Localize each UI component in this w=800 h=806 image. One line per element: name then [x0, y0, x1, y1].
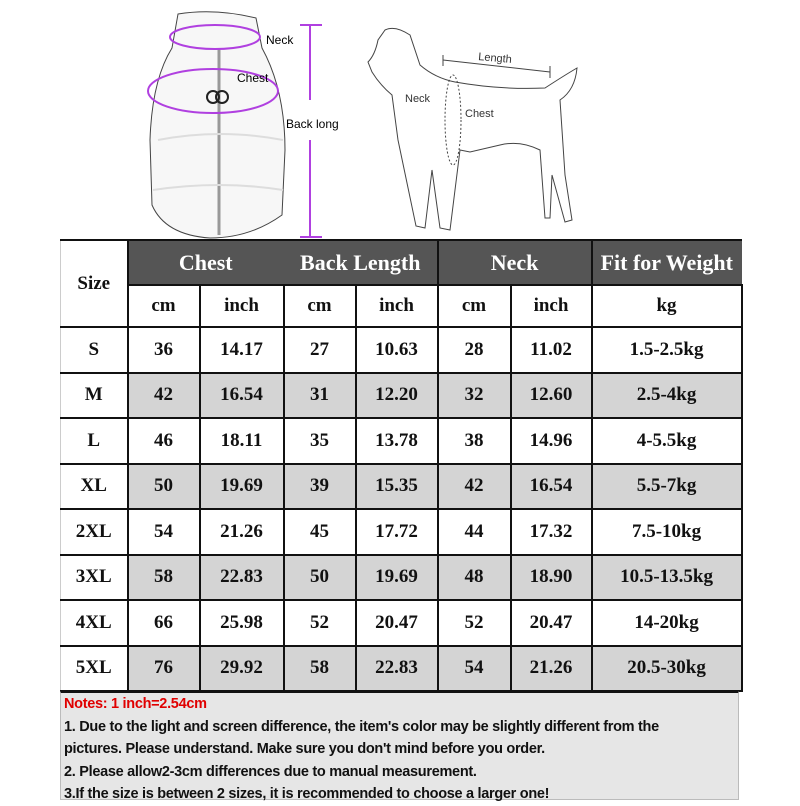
- value-cell: 46: [128, 418, 200, 464]
- value-cell: 54: [438, 646, 511, 692]
- value-cell: 16.54: [200, 373, 284, 419]
- neck-header: Neck: [438, 240, 592, 285]
- value-cell: 39: [284, 464, 356, 510]
- value-cell: 20.5-30kg: [592, 646, 742, 692]
- value-cell: 15.35: [356, 464, 438, 510]
- value-cell: 44: [438, 509, 511, 555]
- value-cell: 5.5-7kg: [592, 464, 742, 510]
- table-row: [61, 327, 742, 373]
- value-cell: 50: [284, 555, 356, 601]
- value-cell: 19.69: [200, 464, 284, 510]
- value-cell: 12.60: [511, 373, 592, 419]
- dog-chest-label: Chest: [465, 108, 494, 120]
- dog-neck-label: Neck: [405, 93, 431, 105]
- size-cell: 4XL: [61, 600, 128, 646]
- unit-header: cm: [284, 285, 356, 327]
- value-cell: 54: [128, 509, 200, 555]
- size-cell: XL: [61, 464, 128, 510]
- value-cell: 14-20kg: [592, 600, 742, 646]
- notes-title: Notes: 1 inch=2.54cm: [64, 696, 207, 712]
- value-cell: 42: [128, 373, 200, 419]
- value-cell: 13.78: [356, 418, 438, 464]
- value-cell: 58: [128, 555, 200, 601]
- back-length-header: Back Length: [284, 240, 438, 285]
- value-cell: 27: [284, 327, 356, 373]
- unit-header: inch: [511, 285, 592, 327]
- value-cell: 17.32: [511, 509, 592, 555]
- notes-section: [60, 691, 739, 800]
- value-cell: 66: [128, 600, 200, 646]
- value-cell: 20.47: [356, 600, 438, 646]
- value-cell: 52: [284, 600, 356, 646]
- note-line: 1. Due to the light and screen difference, the item's color may be slightly different from the: [64, 718, 659, 735]
- vest-back-label: Back long: [286, 117, 339, 131]
- size-cell: M: [61, 373, 128, 419]
- table-row: [61, 600, 742, 646]
- unit-header: inch: [356, 285, 438, 327]
- value-cell: 18.90: [511, 555, 592, 601]
- value-cell: 58: [284, 646, 356, 692]
- value-cell: 20.47: [511, 600, 592, 646]
- value-cell: 12.20: [356, 373, 438, 419]
- value-cell: 11.02: [511, 327, 592, 373]
- value-cell: 32: [438, 373, 511, 419]
- value-cell: 50: [128, 464, 200, 510]
- vest-illustration: [148, 12, 339, 238]
- size-chart-table: [60, 239, 743, 692]
- value-cell: 14.96: [511, 418, 592, 464]
- dog-illustration: [368, 28, 577, 230]
- value-cell: 22.83: [200, 555, 284, 601]
- weight-header: Fit for Weight: [592, 240, 742, 285]
- vest-neck-label: Neck: [266, 33, 294, 47]
- value-cell: 18.11: [200, 418, 284, 464]
- table-row: [61, 464, 742, 510]
- size-cell: L: [61, 418, 128, 464]
- value-cell: 2.5-4kg: [592, 373, 742, 419]
- table-row: [61, 509, 742, 555]
- value-cell: 19.69: [356, 555, 438, 601]
- value-cell: 1.5-2.5kg: [592, 327, 742, 373]
- size-illustration: [0, 0, 800, 240]
- size-cell: 3XL: [61, 555, 128, 601]
- unit-header: cm: [438, 285, 511, 327]
- value-cell: 48: [438, 555, 511, 601]
- value-cell: 31: [284, 373, 356, 419]
- value-cell: 16.54: [511, 464, 592, 510]
- note-line: 2. Please allow2-3cm differences due to manual measurement.: [64, 763, 477, 780]
- value-cell: 21.26: [511, 646, 592, 692]
- value-cell: 52: [438, 600, 511, 646]
- value-cell: 10.63: [356, 327, 438, 373]
- value-cell: 28: [438, 327, 511, 373]
- table-row: [61, 555, 742, 601]
- value-cell: 21.26: [200, 509, 284, 555]
- unit-header: inch: [200, 285, 284, 327]
- unit-header: kg: [592, 285, 742, 327]
- vest-chest-label: Chest: [237, 71, 269, 85]
- value-cell: 7.5-10kg: [592, 509, 742, 555]
- value-cell: 76: [128, 646, 200, 692]
- note-line: pictures. Please understand. Make sure you don't mind before you order.: [64, 741, 545, 757]
- table-row: [61, 418, 742, 464]
- value-cell: 42: [438, 464, 511, 510]
- value-cell: 25.98: [200, 600, 284, 646]
- value-cell: 36: [128, 327, 200, 373]
- value-cell: 4-5.5kg: [592, 418, 742, 464]
- value-cell: 17.72: [356, 509, 438, 555]
- table-row: [61, 373, 742, 419]
- table-row: [61, 646, 742, 692]
- unit-header: cm: [128, 285, 200, 327]
- value-cell: 14.17: [200, 327, 284, 373]
- size-cell: S: [61, 327, 128, 373]
- value-cell: 29.92: [200, 646, 284, 692]
- size-cell: 2XL: [61, 509, 128, 555]
- size-cell: 5XL: [61, 646, 128, 692]
- size-header: Size: [61, 240, 128, 327]
- dog-length-label: Length: [477, 51, 513, 66]
- value-cell: 22.83: [356, 646, 438, 692]
- value-cell: 38: [438, 418, 511, 464]
- note-line: 3.If the size is between 2 sizes, it is recommended to choose a larger one!: [64, 786, 550, 802]
- value-cell: 35: [284, 418, 356, 464]
- value-cell: 45: [284, 509, 356, 555]
- chest-header: Chest: [128, 240, 284, 285]
- value-cell: 10.5-13.5kg: [592, 555, 742, 601]
